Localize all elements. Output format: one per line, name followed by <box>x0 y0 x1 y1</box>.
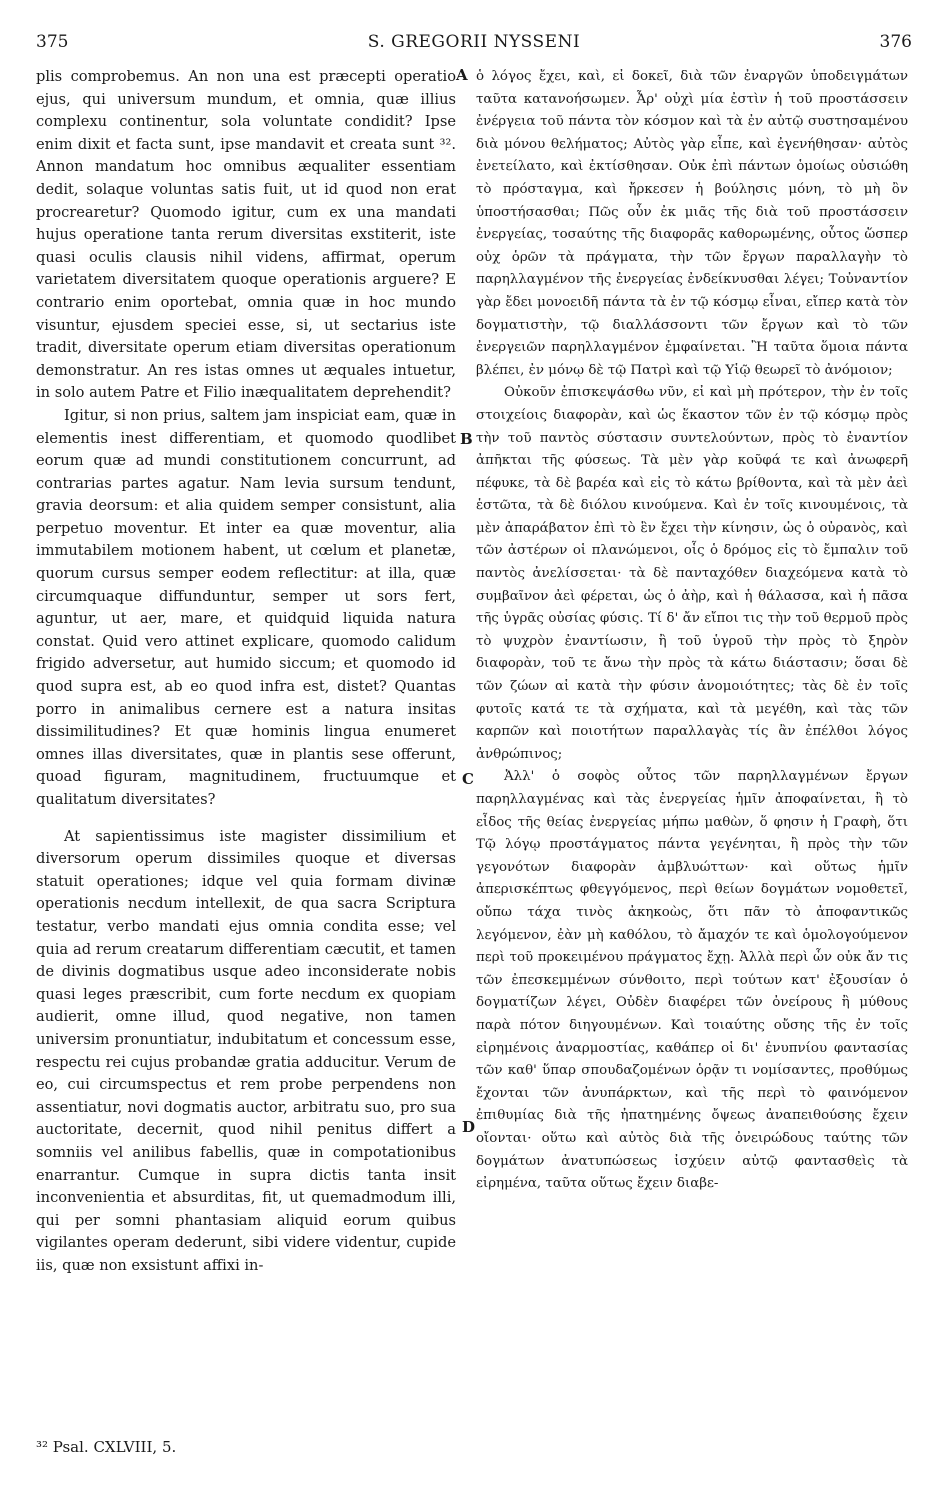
latin-paragraph-1: plis comprobemus. An non una est præcepti operatio ejus, qui universum mundum, et omnia, quæ illius complexu continentur, sola voluntate condidit? Ipse enim dixit et facta sunt, ipse mandavit et creata sunt ³². Annon mandatum hoc omnibus æqualiter essentiam dedit, solaque voluntas satis fuit, ut id quod non erat procrearetur? Quomodo igitur, cum ex una mandati hujus operatione tanta rerum diversitas exstiterit, iste quasi oculis clausis nihil videns, affirmat, operum varietatem diversitatem quoque operationis arguere? E contrario enim oportebat, omnia quæ in hoc mundo visuntur, ejusdem speciei esse, si, ut sectarius iste tradit, diversitate operum etiam diversitas operationum demonstratur. An res istas omnes ut æquales intuetur, in solo autem Patre et Filio inæqualitatem deprehendit? <box>36 68 456 402</box>
section-marker-d: D <box>462 1118 476 1136</box>
latin-paragraph-2: Igitur, si non prius, saltem jam inspiciat eam, quæ in elementis inest differentiam, et quomodo quodlibet eorum quæ ad mundi constitutionem concurrunt, ad contrarias partes agatur. Nam levia sursum tendunt, gravia deorsum: et alia quidem semper consistunt, alia perpetuo moventur. Et inter ea quæ moventur, alia immutabilem motionem habent, ut cœlum et planetæ, quorum cursus semper eodem reflectitur: at illa, quæ circumquaque diffunduntur, semper ut sors fert, aguntur, ut aer, mare, et quidquid liquida natura constat. Quid vero attinet explicare, quomodo calidum frigido adversetur, aut humido siccum; et quomodo id quod supra est, ab eo quod infra est, distet? Quantas porro in animalibus cernere est a natura insitas dissimilitudines? Et quæ hominis lingua enumeret omnes illas diversitates, quæ in plantis sese offerunt, quoad figuram, magnitudinem, fructuumque et qualitatum diversitates? <box>36 406 456 808</box>
running-title: S. GREGORII NYSSENI <box>367 32 581 52</box>
latin-column <box>36 66 456 1277</box>
greek-paragraph-1: ὁ λόγος ἔχει, καὶ, εἰ δοκεῖ, διὰ τῶν ἐναργῶν ὑποδειγμάτων ταῦτα κατανοήσωμεν. Ἆρ' οὐχὶ μία ἐστὶν ἡ τοῦ προστάσσειν ἐνέργεια τοῦ πάντα τὸν κόσμον καὶ τὰ ἐν αὐτῷ συστησαμένου διὰ μόνου θελήματος; Αὐτὸς γὰρ εἶπε, καὶ ἐγενήθησαν· αὐτὸς ἐνετείλατο, καὶ ἐκτίσθησαν. Οὐκ ἐπὶ πάντων ὁμοίως οὐσιώθη τὸ πρόσταγμα, καὶ ἤρκεσεν ἡ βούλησις μόνη, τὸ μὴ ὂν ὑποστήσασθαι; Πῶς οὖν ἐκ μιᾶς τῆς διὰ τοῦ προστάσσειν ἐνεργείας, τοσαύτης τῆς διαφορᾶς καθορωμένης, οὗτος ὥσπερ οὐχ ὁρῶν τὰ πράγματα, τὴν τῶν ἔργων παραλλαγὴν τὸ παρηλλαγμένον τῆς ἐνεργείας ἐνδείκνυσθαι λέγει; Τοὐναντίον γὰρ ἔδει μονοειδῆ πάντα τὰ ἐν τῷ κόσμῳ εἶναι, εἴπερ κατὰ τὸν δογματιστὴν, τῷ διαλλάσσοντι τῶν ἔργων καὶ τὸ τῶν ἐνεργειῶν παρηλλαγμένον ἐμφαίνεται. Ἢ ταῦτα ὅμοια πάντα βλέπει, ἐν μόνῳ δὲ τῷ Πατρὶ καὶ τῷ Υἱῷ θεωρεῖ τὸ ἀνόμοιον; <box>476 69 908 378</box>
running-header <box>36 32 912 60</box>
section-marker-a: A <box>456 66 468 84</box>
greek-paragraph-2: Οὐκοῦν ἐπισκεψάσθω νῦν, εἰ καὶ μὴ πρότερον, τὴν ἐν τοῖς στοιχείοις διαφορὰν, καὶ ὡς ἕκαστον τῶν ἐν τῷ κόσμῳ πρὸς τὴν τοῦ παντὸς σύστασιν συντελούντων, πρὸς τὸ ἐναντίον ἀπῆκται τῆς φύσεως. Τὰ μὲν γὰρ κοῦφά τε καὶ ἀνωφερῆ πέφυκε, τὰ δὲ βαρέα καὶ εἰς τὸ κάτω βρίθοντα, καὶ τὰ μὲν ἀεὶ ἑστῶτα, τὰ δὲ διόλου κινούμενα. Καὶ ἐν τοῖς κινουμένοις, τὰ μὲν ἀπαράβατον ἐπὶ τὸ ἓν ἔχει τὴν κίνησιν, ὡς ὁ οὐρανὸς, καὶ τῶν ἀστέρων οἱ πλανώμενοι, οἷς ὁ δρόμος εἰς τὸ ἔμπαλιν τοῦ παντὸς ἀνελίσσεται· τὰ δὲ πανταχόθεν διαχεόμενα κατὰ τὸ συμβαῖνον ἀεὶ φέρεται, ὡς ὁ ἀὴρ, καὶ ἡ θάλασσα, καὶ ἡ πᾶσα τῆς ὑγρᾶς οὐσίας φύσις. Τί δ' ἄν εἴποι τις τὴν τοῦ θερμοῦ πρὸς τὸ ψυχρὸν ἐναντίωσιν, ἢ τοῦ ὑγροῦ τὴν πρὸς τὸ ξηρὸν διαφορὰν, τοῦ τε ἄνω τὴν πρὸς τὰ κάτω διάστασιν; ὅσαι δὲ τῶν ζώων αἱ κατὰ τὴν φύσιν ἀνομοιότητες; τὰς δὲ ἐν τοῖς φυτοῖς κατά τε τὰ σχήματα, καὶ τὰ μεγέθη, καὶ τὰς τῶν καρπῶν καὶ ποιοτήτων παραλλαγὰς τίς ἂν ἐπέλθοι λόγος ἀνθρώπινος; <box>476 385 908 762</box>
latin-paragraph-3: At sapientissimus iste magister dissimilium et diversorum operum dissimiles quoque et diversas statuit operationes; idque vel quia formam divinæ operationis necdum intellexit, de qua sacra Scriptura testatur, verbo mandati ejus omnia condita esse; vel quia ad rerum creatarum differentiam cæcutit, et tamen de divinis dogmatibus usque adeo inconsiderate nobis quasi leges præscribit, cum forte necdum ex quopiam audierit, omne illud, quod negative, non tamen universim pronuntiatur, indubitatum et concessum esse, respectu rei cujus probandæ gratia adducitur. Verum de eo, cui circumspectus et rem probe perpendens non assentiatur, novi dogmatis auctor, arbitratu suo, pro sua auctoritate, decernit, quod nihil penitus differt a somniis vel anilibus fabellis, quæ in compotationibus enarrantur. Cumque in supra dictis tanta insit inconvenientia et absurditas, fit, ut quemadmodum illi, qui per somni phantasiam aliquid eorum quibus vigilantes operam dederunt, sibi videre videntur, cupide iis, quæ non exsistunt affixi in- <box>36 827 456 1274</box>
page-number-left: 375 <box>36 32 69 52</box>
footnote: ³² Psal. CXLVIII, 5. <box>36 1438 177 1456</box>
greek-paragraph-3: Ἀλλ' ὁ σοφὸς οὗτος τῶν παρηλλαγμένων ἔργων παρηλλαγμένας καὶ τὰς ἐνεργείας ἡμῖν ἀποφαίνεται, ἢ τὸ εἶδος τῆς θείας ἐνεργείας μήπω μαθὼν, ὅ φησιν ἡ Γραφὴ, ὅτι Τῷ λόγῳ προστάγματος πάντα γεγένηται, ἢ πρὸς τὴν τῶν γεγονότων διαφορὰν ἀμβλυώττων· καὶ οὕτως ἡμῖν ἀπερισκέπτως φθεγγόμενος, περὶ θείων δογμάτων νομοθετεῖ, οὔπω τάχα τινὸς ἀκηκοὼς, ὅτι πᾶν τὸ ἀποφαντικῶς λεγόμενον, ἐὰν μὴ καθόλου, τὸ ἄμαχόν τε καὶ ὁμολογούμενον περὶ τοῦ προκειμένου πράγματος ἔχῃ. Ἀλλὰ περὶ ὧν οὐκ ἄν τις τῶν ἐπεσκεμμένων σύνθοιτο, περὶ τούτων κατ' ἐξουσίαν ὁ δογματίζων λέγει, Οὐδὲν διαφέρει τῶν ὀνείρους ἢ μύθους παρὰ πότον διηγουμένων. Καὶ τοιαύτης οὔσης τῆς ἐν τοῖς εἰρημένοις ἀναρμοστίας, καθάπερ οἱ δι' ἐνυπνίου φαντασίας τῶν καθ' ὕπαρ σπουδαζομένων ὁρᾷν τι νομίσαντες, προθύμως ἔχονται τῶν ἀνυπάρκτων, καὶ τῆς περὶ τὸ φαινόμενον ἐπιθυμίας διὰ τῆς ἠπατημένης ὄψεως ἀναπειθούσης ἔχειν οἴονται· οὕτω καὶ αὐτὸς διὰ τῆς ὀνειρώδους ταύτης τῶν δογμάτων ἀνατυπώσεως ἰσχύειν αὐτῷ φαντασθεὶς τὰ εἰρημένα, ταῦτα οὕτως ἔχειν διαβε- <box>476 769 908 1192</box>
section-marker-b: B <box>460 430 473 448</box>
section-marker-c: C <box>462 770 474 788</box>
greek-column <box>476 66 908 1196</box>
page-number-right: 376 <box>879 32 912 52</box>
